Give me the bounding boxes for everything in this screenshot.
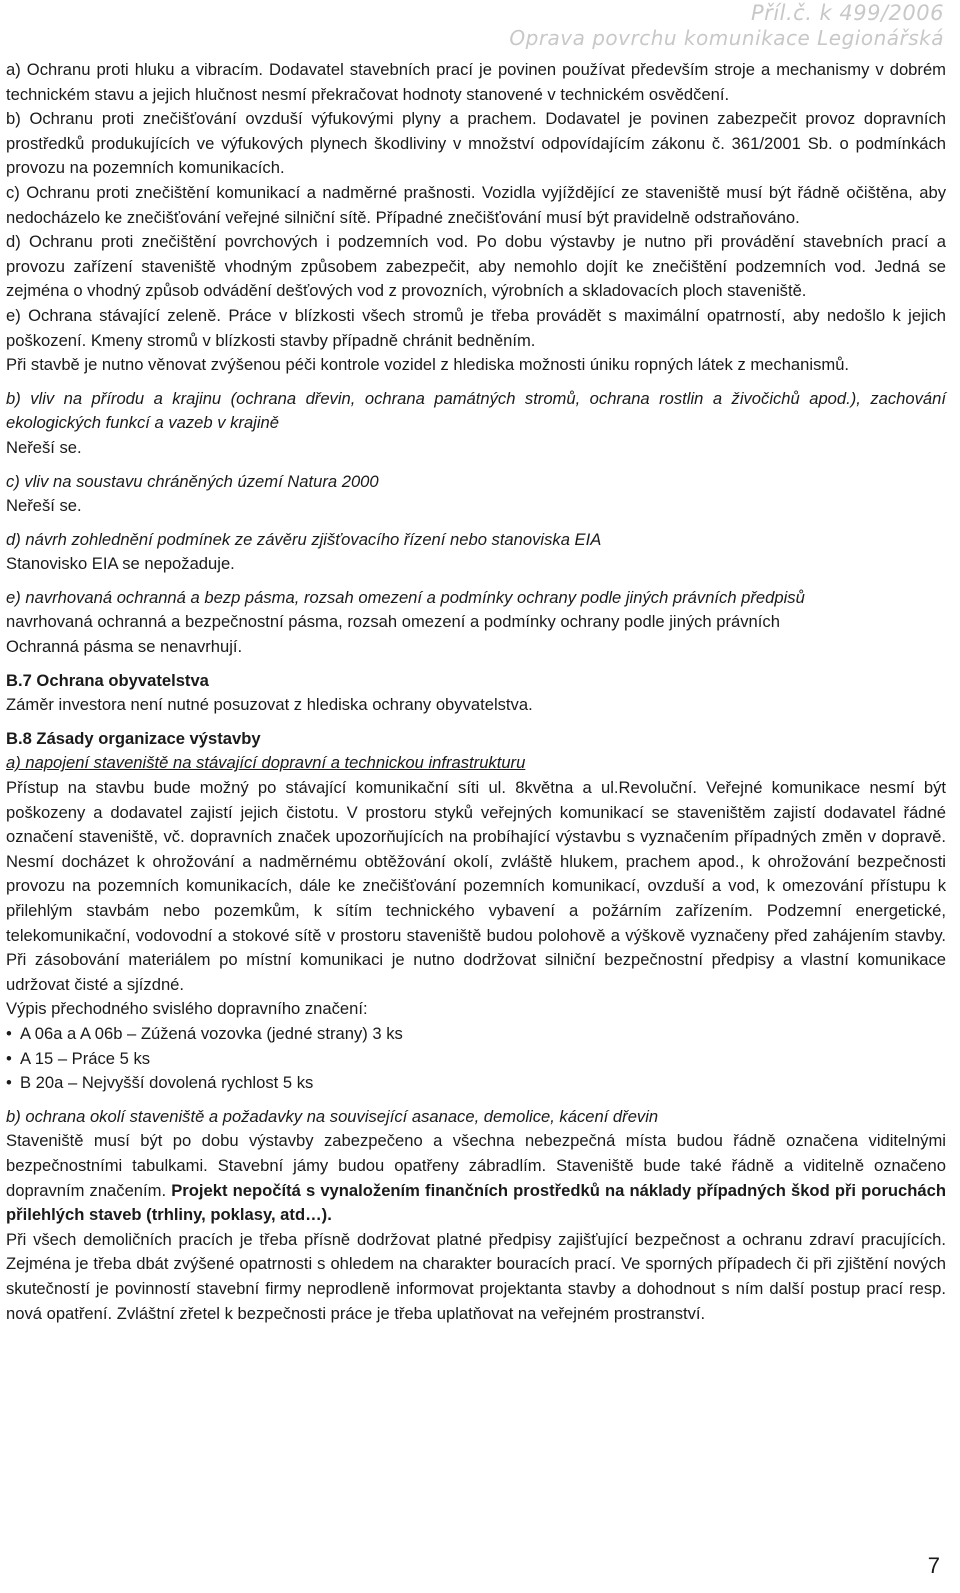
heading-nature: b) vliv na přírodu a krajinu (ochrana dřevin, ochrana památných stromů, ochrana rostlin a živočichů apod.), zachování ekologických funkcí a vazeb v krajině xyxy=(6,388,946,433)
text-protection-zones-2: Ochranná pásma se nenavrhují. xyxy=(6,637,243,657)
text-natura: Neřeší se. xyxy=(6,496,82,516)
text-b7: Záměr investora není nutné posuzovat z hlediska ochrany obyvatelstva. xyxy=(6,695,533,715)
signs-list xyxy=(6,1022,946,1096)
page-number: 7 xyxy=(927,1553,940,1578)
paragraph-water: d) Ochranu proti znečištění povrchových i podzemních vod. Po dobu výstavby je nutno při provádění stavebních prací a provozu zařízení staveniště vhodným způsobem zabezpečit, aby nemohlo dojít ke znečištění podzemních vod. Jedná se zejména o vhodný způsob odvádění dešťových vod z provozních, výrobních a skladovacích ploch staveniště. xyxy=(6,232,946,301)
heading-protection-zones: e) navrhovaná ochranná a bezp pásma, rozsah omezení a podmínky ochrany podle jiných právních předpisů xyxy=(6,587,805,607)
document-body xyxy=(6,58,946,1326)
text-b8b-1 xyxy=(6,1129,946,1227)
heading-eia: d) návrh zohlednění podmínek ze závěru zjišťovacího řízení nebo stanoviska EIA xyxy=(6,529,602,549)
heading-b8b: b) ochrana okolí staveniště a požadavky na související asanace, demolice, kácení dřevin xyxy=(6,1106,659,1126)
list-item: • A 06a a A 06b – Zúžená vozovka (jedné strany) 3 ks xyxy=(6,1022,946,1047)
heading-natura: c) vliv na soustavu chráněných území Natura 2000 xyxy=(6,471,379,491)
list-item: • B 20a – Nejvyšší dovolená rychlost 5 ks xyxy=(6,1071,946,1096)
paragraph-dust: c) Ochranu proti znečištění komunikací a nadměrné prašnosti. Vozidla vyjíždějící ze staveniště musí být řádně očištěna, aby nedocházelo ke znečišťování veřejné silniční sítě. Případné znečišťování musí být pravidelně odstraňováno. xyxy=(6,182,946,227)
page-header xyxy=(509,0,944,50)
text-b8b-intro: Staveniště musí být po dobu výstavby zabezpečeno a všechna nebezpečná místa budou řádně označena viditelnými bezpečnostními tabulkami. Stavební jámy budou opatřeny zábradlím. Staveniště bude také řádně a viditelně označeno dopravním značením. xyxy=(6,1131,946,1200)
header-project: Oprava povrchu komunikace Legionářská xyxy=(509,26,944,50)
text-nature: Neřeší se. xyxy=(6,437,82,457)
paragraph-oil: Při stavbě je nutno věnovat zvýšenou péči kontrole vozidel z hlediska možnosti úniku ropných látek z mechanismů. xyxy=(6,355,850,375)
text-protection-zones-1: navrhovaná ochranná a bezpečnostní pásma, rozsah omezení a podmínky ochrany podle jiných právních xyxy=(6,612,780,632)
paragraph-air: b) Ochranu proti znečišťování ovzduší výfukovými plyny a prachem. Dodavatel je povinen zabezpečit provoz dopravních prostředků produkujících ve výfukových plynech škodliviny v množství odpovídajícím zákonu č. 361/2001 Sb. o podmínkách provozu na pozemních komunikacích. xyxy=(6,109,946,178)
text-b8b-bold: Projekt nepočítá s vynaložením finančních prostředků na náklady případných škod při poruchách přilehlých staveb (trhliny, poklasy, atd…). xyxy=(6,1180,946,1225)
text-b8b-2: Při všech demoličních pracích je třeba přísně dodržovat platné předpisy zajišťující bezpečnost a ochranu zdraví pracujících. Zejména je třeba dbát zvýšené opatrnosti s ohledem na charakter bouracích prací. Ve sporných případech či při zjištění nových skutečností je povinností stavební firmy neprodleně informovat projektanta stavby a dohodnout s ním další postup prací resp. nová opatření. Zvláštní zřetel k bezpečnosti práce je třeba uplatňovat na veřejném prostranství. xyxy=(6,1229,946,1323)
signs-intro: Výpis přechodného svislého dopravního značení: xyxy=(6,999,368,1019)
heading-b8a: a) napojení staveniště na stávající dopravní a technickou infrastrukturu xyxy=(6,753,526,773)
heading-b7: B.7 Ochrana obyvatelstva xyxy=(6,670,209,690)
header-ref: Příl.č. k 499/2006 xyxy=(751,1,944,25)
text-eia: Stanovisko EIA se nepožaduje. xyxy=(6,554,235,574)
heading-b8: B.8 Zásady organizace výstavby xyxy=(6,728,261,748)
paragraph-greenery: e) Ochrana stávající zeleně. Práce v blízkosti všech stromů je třeba provádět s maximální opatrností, aby nedošlo k jejich poškození. Kmeny stromů v blízkosti stavby případně chránit bedněním. xyxy=(6,305,946,350)
list-item: • A 15 – Práce 5 ks xyxy=(6,1047,946,1072)
text-b8a: Přístup na stavbu bude možný po stávající komunikační síti ul. 8května a ul.Revoluční. Veřejné komunikace nesmí být poškozeny a dodavatel zajistí jejich čistotu. V prostoru styků veřejných komunikací se staveništěm zajistí dodavatel řádné označení staveniště, vč. dopravních značek upozorňujících na probíhající výstavbu s vyznačením případných změn v dopravě. Nesmí docházet k ohrožování a nadměrnému obtěžování okolí, zvláště hlukem, prachem apod., k ohrožování bezpečnosti provozu na pozemních komunikacích, dále ke znečišťování pozemních komunikací, ovzduší a vod, k omezování přístupu k přilehlým stavbám nebo pozemkům, k sítím technického vybavení a požárním zařízením. Podzemní energetické, telekomunikační, vodovodní a stokové sítě v prostoru staveniště budou polohově a výškově vyznačeny před zahájením stavby. Při zásobování materiálem po místní komunikaci je nutno dodržovat silniční bezpečnostní předpisy a vlastní komunikace udržovat čisté a sjízdné. xyxy=(6,778,946,994)
paragraph-noise: a) Ochranu proti hluku a vibracím. Dodavatel stavebních prací je povinen používat především stroje a mechanismy v dobrém technickém stavu a jejich hlučnost nesmí překračovat hodnoty stanovené v technickém osvědčení. xyxy=(6,60,946,104)
